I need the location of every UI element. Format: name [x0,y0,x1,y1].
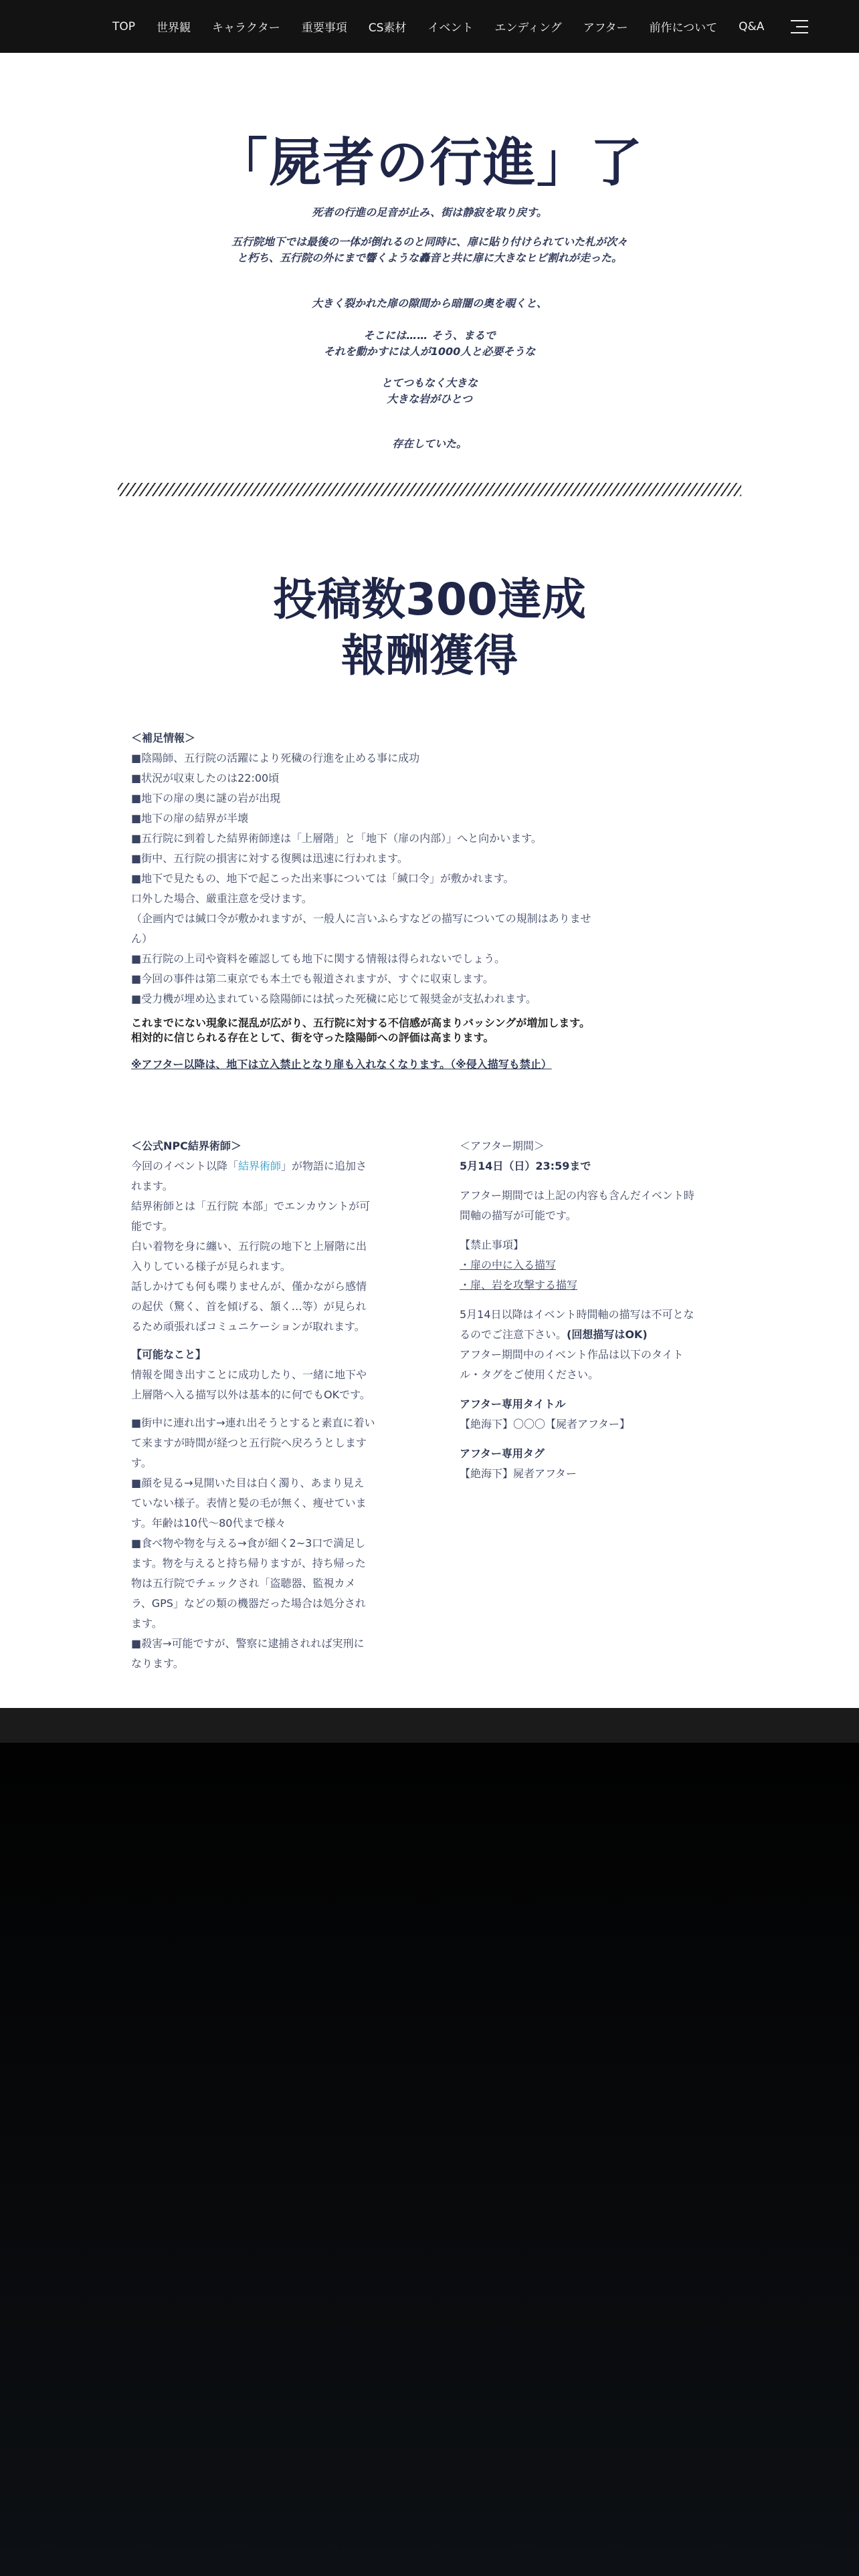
hamburger-menu-icon[interactable] [791,20,808,33]
after-line: アフター期間では上記の内容も含んだイベント時 [460,1189,694,1202]
story-line: 存在していた。 [391,437,467,450]
nav-characters[interactable]: キャラクター [212,21,280,35]
info-line: 口外した場合、厳重注意を受けます。 [131,892,312,905]
story-line: それを動かすには人が1000人と必要そうな [323,345,536,358]
story-line: 五行院地下では最後の一体が倒れるのと同時に、扉に貼り付けられていた札が次々 [231,235,628,248]
npc-heading: ＜公式NPC結界術師＞ [131,1140,242,1152]
npc-line: ていない様子。表情と髪の毛が無く、痩せていま [131,1497,367,1509]
after-line: アフター期間中のイベント作品は以下のタイト [460,1348,684,1361]
after-line: ル・タグをご使用ください。 [460,1368,599,1381]
npc-line: 物は五行院でチェックされ「盗聴器、監視カメ [131,1577,356,1590]
npc-line: ■殺害→可能ですが、警察に逮捕されれば実刑に [131,1637,365,1650]
npc-line: 白い着物を身に纏い、五行院の地下と上層階に出 [131,1240,367,1253]
npc-line: 入りしている様子が見られます。 [131,1260,291,1273]
npc-line: 能です。 [131,1220,173,1232]
supplementary-info [131,728,733,1075]
info-line: ■五行院に到着した結界術師達は「上層階」と「地下（扉の内部）」へと向かいます。 [131,832,542,845]
nav-world[interactable]: 世界観 [157,21,191,35]
nav-after[interactable]: アフター [583,21,628,35]
npc-line: 上層階へ入る描写以外は基本的に何でもOKです。 [131,1388,371,1401]
info-line: （企画内では緘口令が敷かれますが、一般人に言いふらすなどの描写についての規制はありませ [131,912,591,925]
info-line: ■受力機が埋め込まれている陰陽師には拭った死穢に応じて報奨金が支払われます。 [131,992,537,1005]
nav-event[interactable]: イベント [427,21,474,35]
nav-top[interactable]: TOP [112,19,136,33]
nav-ending[interactable]: エンディング [494,21,562,35]
npc-line: ■街中に連れ出す→連れ出そうとすると素直に着い [131,1416,375,1429]
after-title-heading: アフター専用タイトル [460,1398,566,1410]
info-line: ■今回の事件は第二東京でも本土でも報道されますが、すぐに収束します。 [131,972,494,985]
npc-line: 話しかけても何も喋りませんが、僅かながら感情 [131,1280,367,1293]
info-line: ■地下で見たもの、地下で起こった出来事については「緘口令」が敷かれます。 [131,872,514,885]
npc-line: るため頑張ればコミュニケーションが取れます。 [131,1320,365,1333]
story-line: 大きな岩がひとつ [387,393,472,405]
npc-line: す。年齢は10代〜80代まで様々 [131,1517,286,1529]
npc-line: 情報を聞き出すことに成功したり、一緒に地下や [131,1368,367,1381]
after-line: 間軸の描写が可能です。 [460,1209,577,1222]
npc-intro: 今回のイベント以降「結界術師」が物語に追加さ [131,1160,367,1172]
after-tag-heading: アフター専用タグ [460,1447,545,1460]
story-line: と朽ち、五行院の外にまで響くような轟音と共に扉に大きなヒビ割れが走った。 [236,251,622,264]
dark-background-area [0,1743,859,2576]
npc-line: て来ますが時間が経つと五行院へ戻ろうとします [131,1436,367,1449]
npc-line: 結界術師とは「五行院 本部」でエンカウントが可 [131,1200,371,1212]
after-line: 5月14日以降はイベント時間軸の描写は不可とな [460,1308,694,1321]
official-npc-column [131,1136,385,1674]
story-line: そこには…… そう、まるで [363,329,496,342]
info-strong-line: 相対的に信じられる存在として、街を守った陰陽師への評価は高まります。 [131,1031,494,1044]
npc-line: ラ、GPS」などの類の機器だった場合は処分され [131,1597,366,1610]
ban-heading: 【禁止事項】 [460,1239,524,1251]
info-line: ■街中、五行院の損害に対する復興は迅速に行われます。 [131,852,408,865]
top-navigation-bar [0,0,859,53]
after-warning-link[interactable]: ※アフター以降は、地下は立入禁止となり扉も入れなくなります。（※侵入描写も禁止） [131,1058,552,1071]
npc-line: ■顔を見る→見開いた目は白く濁り、あまり見え [131,1477,365,1489]
story-line: 大きく裂かれた扉の隙間から暗闇の奥を覗くと、 [311,297,547,310]
story-line: とてつもなく大きな [381,377,478,389]
info-line: ■地下の扉の結界が半壊 [131,812,249,825]
after-line: るのでご注意下さい。(回想描写はOK) [460,1328,648,1341]
reward-title-line1: 投稿数300達成 [273,574,586,625]
ban-item-attack-door[interactable]: ・扉、岩を攻撃する描写 [460,1279,578,1291]
after-period-column [460,1136,727,1484]
npc-line: ます。物を与えると持ち帰りますが、持ち帰った [131,1557,366,1570]
info-line: ■状況が収束したのは22:00頃 [131,772,280,784]
hatched-divider [118,483,741,496]
info-line: ■五行院の上司や資料を確認しても地下に関する情報は得られないでしょう。 [131,952,506,965]
main-content [0,53,859,1708]
npc-line: の起伏（驚く、首を傾げる、頷く…等）が見られ [131,1300,367,1313]
info-strong-line: これまでにない現象に混乱が広がり、五行院に対する不信感が高まりバッシングが増加します。 [131,1016,591,1029]
reward-title-line2: 報酬獲得 [341,630,518,681]
after-heading: ＜アフター期間＞ [460,1140,545,1152]
barrier-mage-link[interactable]: 結界術師 [238,1160,282,1172]
nav-previous-work[interactable]: 前作について [649,21,718,35]
section-title-reward [0,572,859,684]
story-line: 死者の行進の足音が止み、街は静寂を取り戻す。 [312,206,547,219]
info-heading: ＜補足情報＞ [131,732,196,744]
npc-line: す。 [131,1457,152,1469]
nav-qa[interactable]: Q&A [739,19,765,33]
nav-cs-materials[interactable]: CS素材 [368,21,407,35]
after-tag-value: 【絶海下】屍者アフター [460,1467,577,1480]
footer-band [0,1708,859,1743]
after-deadline: 5月14日（日）23:59まで [460,1160,591,1172]
npc-line: なります。 [131,1657,184,1670]
ban-item-enter-door[interactable]: ・扉の中に入る描写 [460,1259,557,1271]
section-title-march-end: 「屍者の行進」了 [215,132,644,193]
info-line: ■地下の扉の奥に謎の岩が出現 [131,792,281,804]
npc-line: ■食べ物や物を与える→食が細く2~3口で満足し [131,1537,366,1549]
after-title-value: 【絶海下】〇〇〇【屍者アフター】 [460,1418,630,1430]
nav-menu [112,0,775,53]
npc-line: れます。 [131,1180,173,1192]
info-line: ん） [131,932,153,945]
npc-line: ます。 [131,1617,163,1630]
info-line: ■陰陽師、五行院の活躍により死穢の行進を止める事に成功 [131,752,420,764]
nav-important[interactable]: 重要事項 [301,21,347,35]
possible-heading: 【可能なこと】 [131,1348,207,1361]
